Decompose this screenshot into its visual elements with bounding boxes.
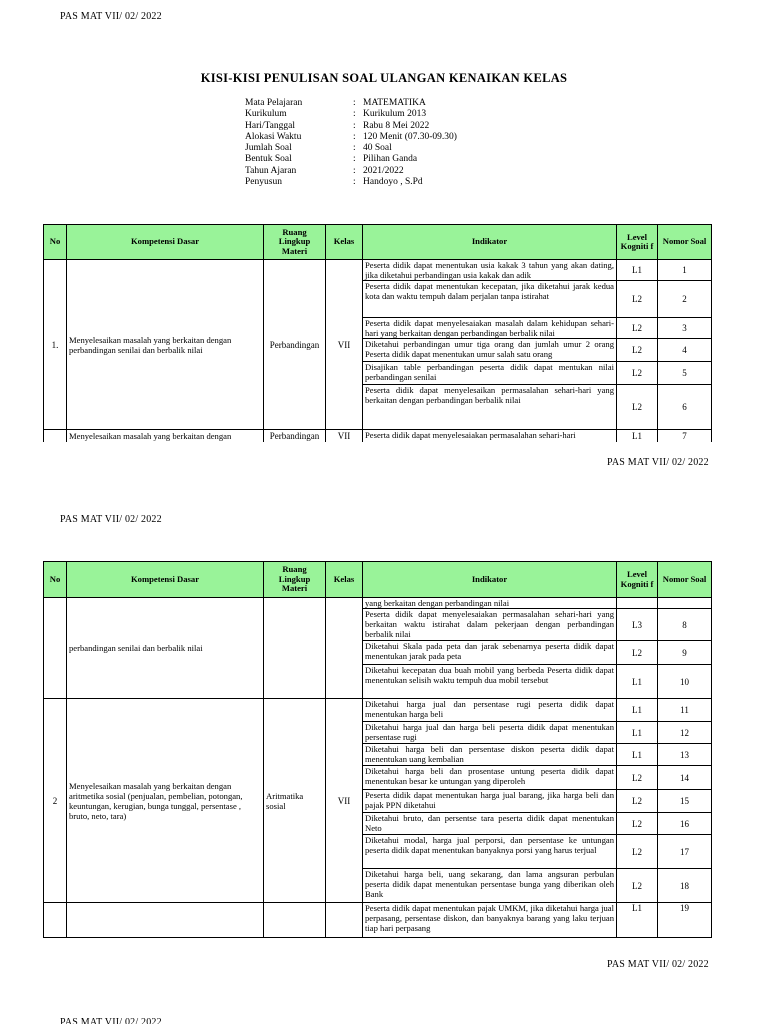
row-materi: Perbandingan (264, 260, 326, 430)
row-level: L2 (617, 835, 658, 869)
header-nomor: Nomor Soal (658, 562, 712, 598)
header-materi: Ruang Lingkup Materi (264, 225, 326, 260)
row-nomor: 14 (658, 766, 712, 790)
row-nomor: 3 (658, 318, 712, 339)
row-kd: Menyelesaikan masalah yang berkaitan dengan perbandingan senilai dan berbalik nilai (67, 260, 264, 430)
row-indikator: Peserta didik dapat menentukan kecepatan, jika diketahui jarak kedua kota dan waktu tempuh dalam perjalan tanpa istirahat (363, 281, 617, 318)
row-indikator: Diketahui harga jual dan harga beli peserta didik dapat menentukan persentase rugi (363, 722, 617, 744)
row-nomor: 7 (658, 430, 712, 442)
row-level: L1 (617, 744, 658, 766)
row-indikator: Diketahui modal, harga jual perporsi, dan persentase ke untungan peserta didik dapat menentukan banyaknya porsi yang harus terjual (363, 835, 617, 869)
meta-row-curriculum: Kurikulum : Kurikulum 2013 (245, 109, 427, 120)
meta-row-author: Penyusun : Handoyo , S.Pd (245, 177, 423, 188)
row-nomor: 2 (658, 281, 712, 318)
document-meta (245, 98, 457, 188)
row-kelas: VII (326, 699, 363, 903)
row-kelas: VII (326, 260, 363, 430)
row-level: L1 (617, 430, 658, 442)
row-nomor: 11 (658, 699, 712, 722)
page-header: PAS MAT VII/ 02/ 2022 (60, 514, 162, 525)
row-nomor: 5 (658, 362, 712, 385)
row-indikator: Diketahui harga beli, uang sekarang, dan lama angsuran perbulan peserta didik dapat menentukan persentase bunga yang diberikan oleh Bank (363, 869, 617, 903)
row-indikator: Peserta didik dapat menentukan harga jual barang, jika harga beli dan pajak PPN diketahui (363, 790, 617, 813)
header-materi: Ruang Lingkup Materi (264, 562, 326, 598)
meta-row-date: Hari/Tanggal : Rabu 8 Mei 2022 (245, 120, 430, 131)
row-level: L1 (617, 260, 658, 281)
header-indikator: Indikator (363, 225, 617, 260)
row-level: L2 (617, 281, 658, 318)
row-kd: Menyelesaikan masalah yang berkaitan dengan (67, 430, 264, 442)
row-indikator: Diketahui perbandingan umur tiga orang dan jumlah umur 2 orang Peserta didik dapat menentukan umur salah satu orang (363, 339, 617, 362)
table-row (44, 260, 712, 281)
row-kd: perbandingan senilai dan berbalik nilai (67, 598, 264, 699)
row-level: L2 (617, 790, 658, 813)
row-kd: Menyelesaikan masalah yang berkaitan dengan aritmetika sosial (penjualan, pembelian, potongan, keuntungan, kerugian, bunga tunggal, persentase , bruto, neto, tara) (67, 699, 264, 903)
page-footer: PAS MAT VII/ 02/ 2022 (607, 959, 709, 970)
row-nomor: 6 (658, 385, 712, 430)
row-nomor: 9 (658, 641, 712, 665)
row-nomor: 16 (658, 813, 712, 835)
row-no: 1. (44, 260, 67, 430)
row-nomor: 17 (658, 835, 712, 869)
page-header: PAS MAT VII/ 02/ 2022 (60, 1017, 162, 1024)
page-footer: PAS MAT VII/ 02/ 2022 (607, 457, 709, 468)
table-row (44, 430, 712, 442)
row-indikator: Peserta didik dapat menentukan pajak UMKM, jika diketahui harga jual perpasang, persentase diskon, dan banyaknya barang yang laku terjuan tiap hari perpasang (363, 903, 617, 938)
row-indikator: yang berkaitan dengan perbandingan nilai (363, 598, 617, 609)
row-indikator: Diketahui Skala pada peta dan jarak sebenarnya peserta didik dapat menentukan jarak pada peta (363, 641, 617, 665)
table-row (44, 699, 712, 722)
row-level: L1 (617, 722, 658, 744)
row-indikator: Diketahui harga beli dan prosentase untung peserta didik dapat menentukan besar ke untungan yang diperoleh (363, 766, 617, 790)
kisi-table-page2 (43, 561, 712, 938)
row-level: L2 (617, 766, 658, 790)
row-level: L2 (617, 869, 658, 903)
row-nomor: 8 (658, 609, 712, 641)
row-nomor: 13 (658, 744, 712, 766)
row-indikator: Diketahui harga beli dan persentase diskon peserta didik dapat menentukan uang kembalian (363, 744, 617, 766)
row-materi: Perbandingan (264, 430, 326, 442)
header-kd: Kompetensi Dasar (67, 225, 264, 260)
row-nomor: 4 (658, 339, 712, 362)
row-level: L2 (617, 385, 658, 430)
table-row (44, 598, 712, 609)
row-level: L2 (617, 318, 658, 339)
meta-row-type: Bentuk Soal : Pilihan Ganda (245, 154, 418, 165)
header-kelas: Kelas (326, 562, 363, 598)
row-nomor: 1 (658, 260, 712, 281)
header-level: Level Kogniti f (617, 562, 658, 598)
row-indikator: Diketahui bruto, dan persentse tara peserta didik dapat menentukan Neto (363, 813, 617, 835)
meta-row-year: Tahun Ajaran : 2021/2022 (245, 165, 404, 176)
row-nomor: 12 (658, 722, 712, 744)
header-kelas: Kelas (326, 225, 363, 260)
row-indikator: Diketahui kecepatan dua buah mobil yang berbeda Peserta didik dapat menentukan selisih waktu tempuh dua mobil tersebut (363, 665, 617, 699)
row-kelas: VII (326, 430, 363, 442)
row-level: L1 (617, 903, 658, 938)
row-materi: Aritmatika sosial (264, 699, 326, 903)
row-indikator: Peserta didik dapat menentukan usia kakak 3 tahun yang akan dating, jika diketahui perbandingan usia kakak dan adik (363, 260, 617, 281)
meta-row-subject: Mata Pelajaran : MATEMATIKA (245, 98, 426, 108)
row-indikator: Disajikan table perbandingan peserta didik dapat mentukan nilai perbandingan senilai (363, 362, 617, 385)
row-nomor: 19 (658, 903, 712, 938)
row-nomor: 15 (658, 790, 712, 813)
row-level: L1 (617, 699, 658, 722)
header-indikator: Indikator (363, 562, 617, 598)
meta-row-time: Alokasi Waktu : 120 Menit (07.30-09.30) (245, 131, 457, 142)
row-level: L3 (617, 609, 658, 641)
meta-row-count: Jumlah Soal : 40 Soal (245, 143, 392, 154)
row-indikator: Peserta didik dapat menyelesaiakan masalah dalam kehidupan sehari-hari yang berkaitan dengan perbandingan berbalik nilai (363, 318, 617, 339)
row-indikator: Peserta didik dapat menyelesaiakan permasalahan sehari-hari yang berkaitan waktu istirahat dalam pekerjaan dengan perbandingan berbalik nilai (363, 609, 617, 641)
row-level: L2 (617, 813, 658, 835)
row-level: L2 (617, 641, 658, 665)
document-title: KISI-KISI PENULISAN SOAL ULANGAN KENAIKAN KELAS (200, 71, 568, 85)
row-no: 2 (44, 699, 67, 903)
row-indikator: Diketahui harga jual dan persentase rugi peserta didik dapat menentukan harga beli (363, 699, 617, 722)
header-no: No (44, 562, 67, 598)
row-nomor: 10 (658, 665, 712, 699)
kisi-table-page1 (43, 224, 712, 442)
row-level: L2 (617, 362, 658, 385)
page-header: PAS MAT VII/ 02/ 2022 (60, 11, 162, 22)
row-level: L2 (617, 339, 658, 362)
header-level: Level Kogniti f (617, 225, 658, 260)
row-indikator: Peserta didik dapat menyelesaiakan permasalahan sehari-hari (363, 430, 617, 442)
header-no: No (44, 225, 67, 260)
row-indikator: Peserta didik dapat menyelesaikan permasalahan sehari-hari yang berkaitan dengan perbandingan berbalik nilai (363, 385, 617, 430)
header-nomor: Nomor Soal (658, 225, 712, 260)
row-level: L1 (617, 665, 658, 699)
header-kd: Kompetensi Dasar (67, 562, 264, 598)
row-nomor: 18 (658, 869, 712, 903)
table-row (44, 903, 712, 938)
